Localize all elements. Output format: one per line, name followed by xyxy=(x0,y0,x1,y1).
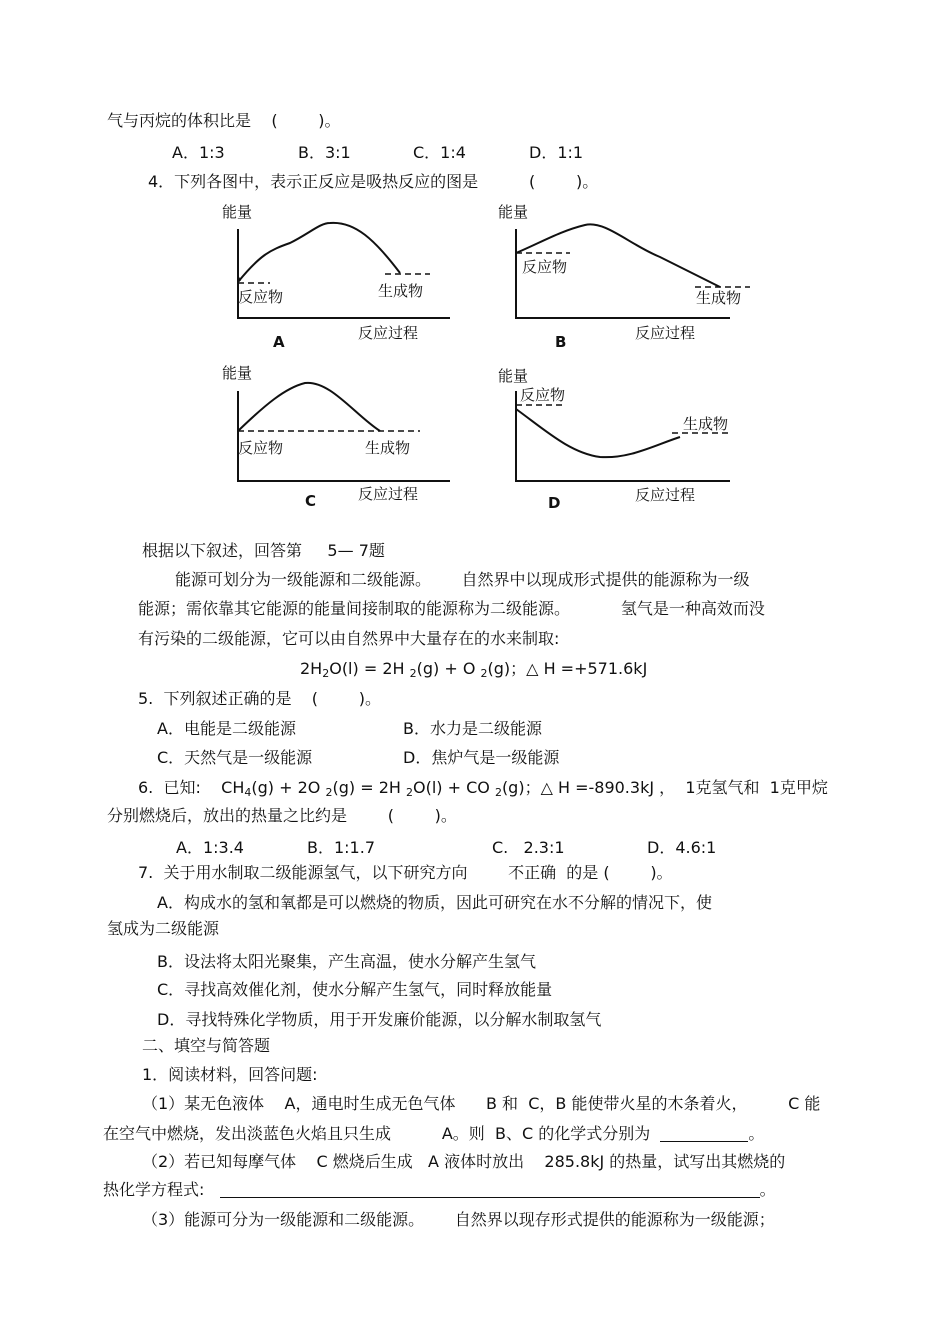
question-6-stem: 6. 已知: $CH_4(g) + 2O$ $_2$(g) = 2H $_2$O(l) + CO $_2$(g)；△ H =-890.3kJ ， 1克氢气和 1克甲烷 xyxy=(138,778,828,799)
diagram-d-curve xyxy=(516,409,680,457)
q6-option-d: D．4.6:1 xyxy=(647,838,717,857)
q6-option-b: B．1:1.7 xyxy=(307,838,375,857)
diagram-b-y-label: 能量 xyxy=(498,203,529,221)
diagram-d-y-label: 能量 xyxy=(498,367,529,385)
q7-option-c: C．寻找高效催化剂，使水分解产生氢气，同时释放能量 xyxy=(157,980,553,999)
question-6-stem-line-2: 分别燃烧后，放出的热量之比约是 ( )。 xyxy=(107,806,457,825)
question-5-stem: 5. 下列叙述正确的是 ( )。 xyxy=(138,689,381,708)
diagram-a-product-label: 生成物 xyxy=(378,282,424,300)
diagram-a-letter: A xyxy=(273,333,285,351)
diagram-c-axes xyxy=(238,391,450,481)
diagram-d-reactant-label: 反应物 xyxy=(520,386,566,404)
diagram-a-reactant-label: 反应物 xyxy=(238,288,284,306)
diagram-a-curve xyxy=(238,223,400,282)
q3-option-c: C．1:4 xyxy=(413,143,466,162)
diagram-b-x-label: 反应过程 xyxy=(635,324,696,342)
diagram-b-reactant-label: 反应物 xyxy=(522,258,568,276)
question-4-stem: 4．下列各图中，表示正反应是吸热反应的图是 ( )。 xyxy=(148,172,599,191)
q3-option-a: A．1:3 xyxy=(172,143,225,162)
answer-blank-thermochemical-equation[interactable] xyxy=(220,1182,760,1198)
diagram-c-reactant-label: 反应物 xyxy=(238,439,284,457)
passage-line-3: 有污染的二级能源，它可以由自然界中大量存在的水来制取: xyxy=(138,629,560,648)
q7-option-d: D．寻找特殊化学物质，用于开发廉价能源，以分解水制取氢气 xyxy=(157,1010,602,1029)
question-3-stem-end: 气与丙烷的体积比是 ( )。 xyxy=(107,111,341,130)
diagram-d-product-label: 生成物 xyxy=(683,415,729,433)
passage-line-2: 能源；需依靠其它能源的能量间接制取的能源称为二级能源。 氢气是一种高效而没 xyxy=(138,599,765,618)
energy-diagrams xyxy=(210,195,770,520)
diagram-b-curve xyxy=(516,224,720,287)
diagram-c-product-label: 生成物 xyxy=(365,439,411,457)
question-s1-part-1-line-1: （1）某无色液体 A，通电时生成无色气体 B 和 C，B 能使带火星的木条着火， C 能 xyxy=(142,1094,821,1113)
diagram-d-x-label: 反应过程 xyxy=(635,486,696,504)
q3-option-b: B．3:1 xyxy=(298,143,351,162)
diagram-c-letter: C xyxy=(305,492,317,510)
diagram-b-product-label: 生成物 xyxy=(696,289,742,307)
diagram-b-letter: B xyxy=(555,333,567,351)
q7-option-a-line-2: 氢成为二级能源 xyxy=(107,919,220,938)
question-s1-stem: 1．阅读材料，回答问题: xyxy=(142,1065,318,1084)
q3-option-d: D．1:1 xyxy=(529,143,584,162)
q7-option-a-line-1: A．构成水的氢和氧都是可以燃烧的物质，因此可研究在水不分解的情况下，使 xyxy=(157,893,712,912)
q5-option-c: C．天然气是一级能源 xyxy=(157,748,313,767)
diagram-a-x-label: 反应过程 xyxy=(358,324,419,342)
q5-option-d: D．焦炉气是一级能源 xyxy=(403,748,560,767)
diagram-a-y-label: 能量 xyxy=(222,203,253,221)
question-s1-part-1-line-2: 在空气中燃烧，发出淡蓝色火焰且只生成 A。则 B、C 的化学式分别为 。 xyxy=(103,1124,765,1143)
question-s1-part-2-line-2: 热化学方程式: 。 xyxy=(103,1180,776,1199)
diagram-c-x-label: 反应过程 xyxy=(358,485,419,503)
question-s1-part-2-line-1: （2）若已知每摩气体 C 燃烧后生成 A 液体时放出 285.8kJ 的热量，试写出其燃烧的 xyxy=(142,1152,786,1171)
answer-blank-formulas[interactable] xyxy=(660,1126,748,1142)
diagram-c-curve xyxy=(238,383,380,431)
diagram-d-letter: D xyxy=(548,494,561,512)
passage-line-1: 能源可划分为一级能源和二级能源。 自然界中以现成形式提供的能源称为一级 xyxy=(175,570,750,589)
q6-option-c: C. 2.3:1 xyxy=(492,838,565,857)
section-2-heading: 二、填空与简答题 xyxy=(142,1036,271,1055)
q5-option-b: B．水力是二级能源 xyxy=(403,719,542,738)
question-7-stem: 7. 关于用水制取二级能源氢气，以下研究方向 不正确 的是 ( )。 xyxy=(138,863,673,882)
passage-intro: 根据以下叙述，回答第 5— 7题 xyxy=(142,541,385,560)
q5-option-a: A．电能是二级能源 xyxy=(157,719,296,738)
diagram-c-y-label: 能量 xyxy=(222,364,253,382)
equation-water-decomposition: $2H_2O(l) = 2H$ $_2$(g) + O $_2$(g)；△ H =+571.6kJ xyxy=(300,659,648,680)
question-s1-part-3-line-1: （3）能源可分为一级能源和二级能源。 自然界以现存形式提供的能源称为一级能源； xyxy=(142,1210,775,1229)
q7-option-b: B．设法将太阳光聚集，产生高温，使水分解产生氢气 xyxy=(157,952,536,971)
q6-option-a: A．1:3.4 xyxy=(176,838,244,857)
